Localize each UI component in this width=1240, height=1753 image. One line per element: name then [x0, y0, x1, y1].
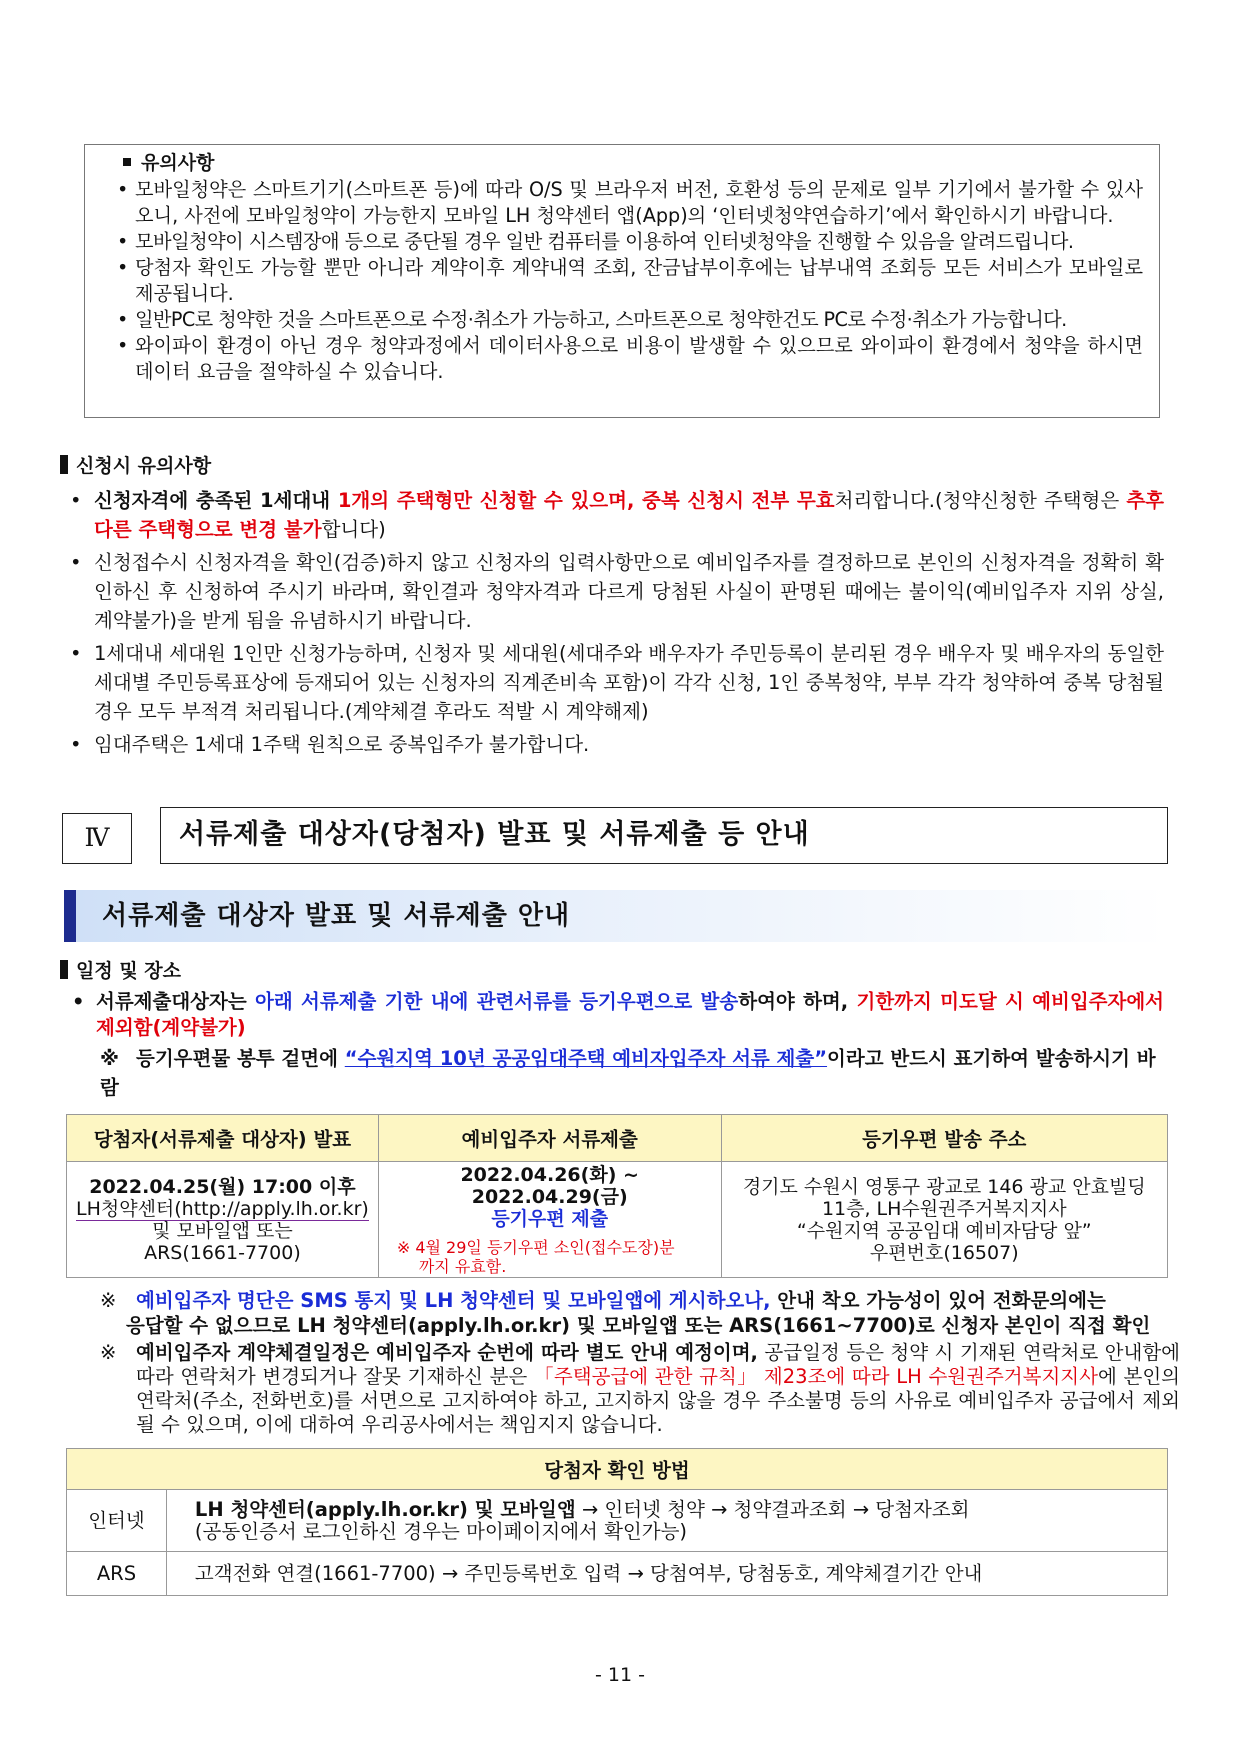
table-header-row [67, 1449, 1168, 1490]
method-label: ARS [67, 1552, 167, 1596]
method-detail: LH 청약센터(apply.lh.or.kr) 및 모바일앱 → 인터넷 청약 → 청약결과조회 → 당첨자조회 (공동인증서 로그인하신 경우는 마이페이지에서 확인가능) [166, 1490, 1167, 1552]
announcement-cell: 2022.04.25(월) 17:00 이후 LH청약센터(http://apply.lh.or.kr) 및 모바일앱 또는 ARS(1661-7700) [67, 1162, 379, 1278]
submission-cell: 2022.04.26(화) ~ 2022.04.29(금) 등기우편 제출 ※ 4월 29일 등기우편 소인(접수도장)분 까지 유효함. [378, 1162, 721, 1278]
table-header: 당첨자 확인 방법 [67, 1449, 1168, 1490]
bar-bullet-icon [60, 455, 68, 474]
lh-link[interactable]: LH청약센터(http://apply.lh.or.kr) [75, 1197, 369, 1220]
schedule-heading: 일정 및 장소 [60, 958, 181, 984]
apply-notice-item: • 신청접수시 신청자격을 확인(검증)하지 않고 신청자의 입력사항만으로 예비입주자를 결정하므로 본인의 신청자격을 정확히 확인하신 후 신청하여 주시기 바라며, 확인결과 청약자격과 다르게 당첨된 사실이 판명된 때에는 불이익(예비입주자 지위 상실, 계약불가)을 받게 됨을 유념하시기 바랍니다. [64, 548, 1164, 635]
notice-item: • 와이파이 환경이 아닌 경우 청약과정에서 데이터사용으로 비용이 발생할 수 있으므로 와이파이 환경에서 청약을 하시면 데이터 요금을 절약하실 수 있습니다. [101, 333, 1143, 385]
table-row [67, 1552, 1168, 1596]
schedule-list [66, 989, 1164, 1045]
table-row [67, 1490, 1168, 1552]
schedule-item: • 서류제출대상자는 아래 서류제출 기한 내에 관련서류를 등기우편으로 발송하여야 하며, 기한까지 미도달 시 예비입주자에서 제외함(계약불가) [66, 989, 1164, 1041]
schedule-table [66, 1114, 1168, 1278]
apply-notice-heading: 신청시 유의사항 [60, 453, 211, 479]
table-header: 예비입주자 서류제출 [378, 1115, 721, 1162]
address-cell: 경기도 수원시 영통구 광교로 146 광교 안효빌딩 11층, LH수원권주거복지지사 “수원지역 공공임대 예비자담당 앞” 우편번호(16507) [721, 1162, 1167, 1278]
method-label: 인터넷 [67, 1490, 167, 1552]
chapter-title: 서류제출 대상자(당첨자) 발표 및 서류제출 등 안내 [160, 807, 1168, 864]
subsection-title: 서류제출 대상자 발표 및 서류제출 안내 [64, 890, 1168, 942]
winner-check-table [66, 1448, 1168, 1596]
contract-schedule-note: ※ 예비입주자 계약체결일정은 예비입주자 순번에 따라 별도 안내 예정이며, 공급일정 등은 청약 시 기재된 연락처로 안내함에 따라 연락처가 변경되거나 잘못 기재하신 분은 「주택공급에 관한 규칙」 제23조에 따라 LH 수원권주거복지지사에 본인의 연락처(주소, 전화번호)를 서면으로 고지하여야 하고, 고지하지 않을 경우 주소불명 등의 사유로 예비입주자 공급에서 제외될 수 있으며, 이에 대하여 우리공사에서는 책임지지 않습니다. [100, 1341, 1181, 1436]
apply-notice-item: • 신청자격에 충족된 1세대내 1개의 주택형만 신청할 수 있으며, 중복 신청시 전부 무효처리합니다.(청약신청한 주택형은 추후 다른 주택형으로 변경 불가합니다) [64, 486, 1164, 544]
notice-box [84, 144, 1160, 418]
apply-notice-item: • 임대주택은 1세대 1주택 원칙으로 중복입주가 불가합니다. [64, 730, 1164, 759]
chapter-number: Ⅳ [62, 813, 132, 864]
reserve-list-note: ※ 예비입주자 명단은 SMS 통지 및 LH 청약센터 및 모바일앱에 게시하오나, 안내 착오 가능성이 있어 전화문의에는 응답할 수 없으므로 LH 청약센터(apply.lh.or.kr) 및 모바일앱 또는 ARS(1661~7700)로 신청자 본인이 직접 확인 [100, 1289, 1151, 1337]
page-number: - 11 - [595, 1664, 645, 1686]
table-header: 등기우편 발송 주소 [721, 1115, 1167, 1162]
notice-item: • 일반PC로 청약한 것을 스마트폰으로 수정·취소가 가능하고, 스마트폰으로 청약한건도 PC로 수정·취소가 가능합니다. [101, 307, 1143, 333]
notice-item: • 당첨자 확인도 가능할 뿐만 아니라 계약이후 계약내역 조회, 잔금납부이후에는 납부내역 조회등 모든 서비스가 모바일로 제공됩니다. [101, 255, 1143, 307]
envelope-note: ※ 등기우편물 봉투 겉면에 “수원지역 10년 공공임대주택 예비자입주자 서류 제출”이라고 반드시 표기하여 발송하시기 바람 [100, 1047, 1156, 1099]
method-detail: 고객전화 연결(1661-7700) → 주민등록번호 입력 → 당첨여부, 당첨동호, 계약체결기간 안내 [166, 1552, 1167, 1596]
apply-notice-item: • 1세대내 세대원 1인만 신청가능하며, 신청자 및 세대원(세대주와 배우자가 주민등록이 분리된 경우 배우자 및 배우자의 동일한 세대별 주민등록표상에 등재되어 있는 신청자의 직계존비속 포함)이 각각 신청, 1인 중복청약, 부부 각각 청약하여 중복 당첨될 경우 모두 부적격 처리됩니다.(계약체결 후라도 적발 시 계약해제) [64, 639, 1164, 726]
notice-item: • 모바일청약은 스마트기기(스마트폰 등)에 따라 O/S 및 브라우저 버전, 호환성 등의 문제로 일부 기기에서 불가할 수 있사오니, 사전에 모바일청약이 가능한지 모바일 LH 청약센터 앱(App)의 ‘인터넷청약연습하기’에서 확인하시기 바랍니다. [101, 177, 1143, 229]
apply-notice-list [64, 486, 1164, 763]
table-header-row [67, 1115, 1168, 1162]
notice-title: 유의사항 [123, 149, 1143, 177]
table-row [67, 1162, 1168, 1278]
square-bullet-icon [123, 158, 131, 166]
table-header: 당첨자(서류제출 대상자) 발표 [67, 1115, 379, 1162]
bar-bullet-icon [60, 960, 68, 979]
notice-item: • 모바일청약이 시스템장애 등으로 중단될 경우 일반 컴퓨터를 이용하여 인터넷청약을 진행할 수 있음을 알려드립니다. [101, 229, 1143, 255]
